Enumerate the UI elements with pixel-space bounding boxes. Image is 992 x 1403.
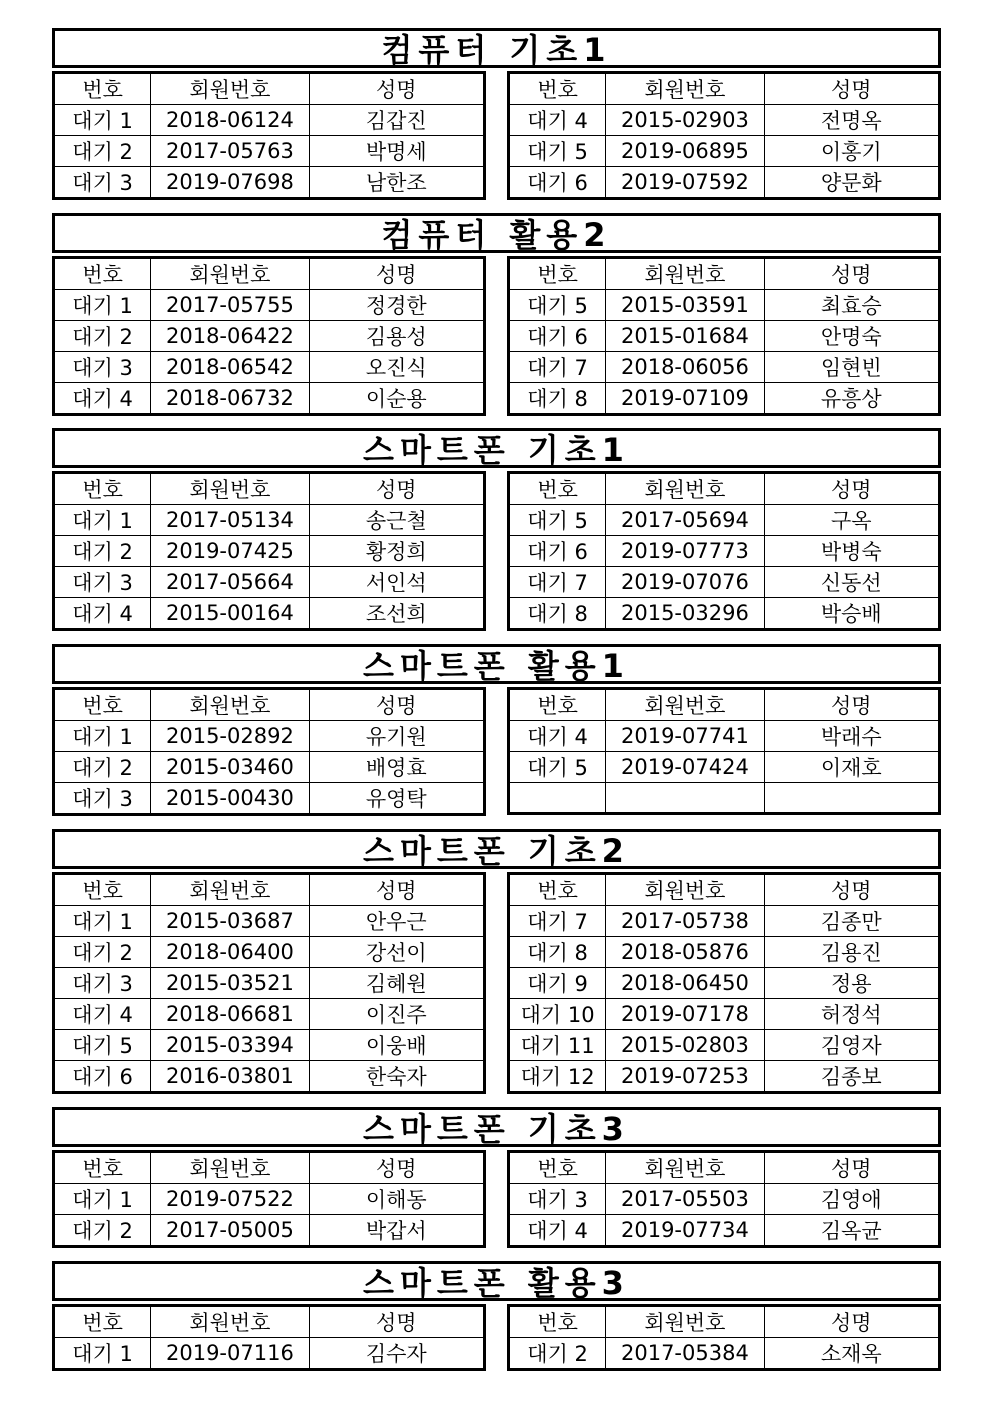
waiting-number: 대기 2 (509, 1338, 606, 1370)
table-row (54, 383, 485, 415)
waiting-number: 대기 2 (54, 937, 151, 968)
member-number: 2019-07592 (606, 167, 764, 199)
member-name: 유기원 (309, 721, 484, 752)
table-row (509, 567, 940, 598)
member-number: 2015-03460 (151, 752, 309, 783)
member-number: 2017-05134 (151, 505, 309, 536)
member-number: 2018-06542 (151, 352, 309, 383)
waiting-number: 대기 5 (509, 136, 606, 167)
table-row (509, 783, 940, 814)
name-header: 성명 (764, 874, 939, 906)
name-header: 성명 (309, 258, 484, 290)
waiting-number: 대기 1 (54, 505, 151, 536)
member-number: 2019-07522 (151, 1184, 309, 1215)
waiting-number: 대기 5 (509, 505, 606, 536)
member-name: 서인석 (309, 567, 484, 598)
waiting-number: 대기 4 (54, 598, 151, 630)
waiting-number: 대기 3 (509, 1184, 606, 1215)
member-number: 2015-03521 (151, 968, 309, 999)
waiting-number: 대기 7 (509, 567, 606, 598)
number-header: 번호 (54, 689, 151, 721)
member-name: 소재옥 (764, 1338, 939, 1370)
left-table (52, 1150, 486, 1248)
waiting-number: 대기 5 (54, 1030, 151, 1061)
waiting-number: 대기 4 (54, 999, 151, 1030)
table-row (509, 290, 940, 321)
member-number-header: 회원번호 (606, 73, 764, 105)
member-number-header: 회원번호 (606, 1152, 764, 1184)
right-table (507, 71, 941, 200)
left-table (52, 471, 486, 631)
waiting-number: 대기 1 (54, 1338, 151, 1370)
name-header: 성명 (764, 1152, 939, 1184)
member-number: 2017-05694 (606, 505, 764, 536)
section-title: 스마트폰 활용3 (52, 1261, 941, 1301)
number-header: 번호 (509, 73, 606, 105)
member-number: 2018-06056 (606, 352, 764, 383)
table-row (509, 999, 940, 1030)
waiting-number: 대기 5 (509, 752, 606, 783)
section-title: 스마트폰 활용1 (52, 644, 941, 684)
member-name (764, 783, 939, 814)
number-header: 번호 (509, 473, 606, 505)
table-row (54, 352, 485, 383)
waiting-number: 대기 6 (54, 1061, 151, 1093)
waiting-number: 대기 8 (509, 598, 606, 630)
table-row (509, 536, 940, 567)
table-row (54, 167, 485, 199)
number-header: 번호 (509, 258, 606, 290)
waiting-number: 대기 8 (509, 383, 606, 415)
waiting-number: 대기 2 (54, 136, 151, 167)
member-number-header: 회원번호 (151, 258, 309, 290)
number-header: 번호 (509, 874, 606, 906)
waiting-number: 대기 1 (54, 906, 151, 937)
header-row (54, 874, 485, 906)
member-number: 2019-07076 (606, 567, 764, 598)
section-title: 스마트폰 기초2 (52, 829, 941, 869)
member-number: 2019-07734 (606, 1215, 764, 1247)
table-row (54, 321, 485, 352)
table-row (54, 567, 485, 598)
header-row (54, 689, 485, 721)
waiting-number: 대기 11 (509, 1030, 606, 1061)
right-table (507, 471, 941, 631)
member-number: 2019-07109 (606, 383, 764, 415)
member-number: 2017-05755 (151, 290, 309, 321)
member-name: 김갑진 (309, 105, 484, 136)
number-header: 번호 (54, 874, 151, 906)
member-number: 2018-06422 (151, 321, 309, 352)
left-table (52, 687, 486, 816)
waiting-number: 대기 12 (509, 1061, 606, 1093)
member-name: 최효승 (764, 290, 939, 321)
member-name: 정용 (764, 968, 939, 999)
member-number-header: 회원번호 (151, 1306, 309, 1338)
member-name: 허정석 (764, 999, 939, 1030)
member-name: 전명옥 (764, 105, 939, 136)
name-header: 성명 (309, 689, 484, 721)
member-name: 조선희 (309, 598, 484, 630)
member-number: 2019-07773 (606, 536, 764, 567)
waiting-number (509, 783, 606, 814)
member-name: 김용진 (764, 937, 939, 968)
member-number: 2019-07253 (606, 1061, 764, 1093)
member-number: 2016-03801 (151, 1061, 309, 1093)
member-number: 2017-05664 (151, 567, 309, 598)
header-row (509, 689, 940, 721)
waiting-number: 대기 4 (509, 721, 606, 752)
waiting-number: 대기 2 (54, 536, 151, 567)
table-row (54, 1215, 485, 1247)
table-row (509, 1061, 940, 1093)
table-row (509, 105, 940, 136)
member-name: 이웅배 (309, 1030, 484, 1061)
member-number: 2018-06732 (151, 383, 309, 415)
table-row (509, 937, 940, 968)
class-section (52, 213, 941, 415)
name-header: 성명 (309, 874, 484, 906)
member-name: 박갑서 (309, 1215, 484, 1247)
table-row (54, 999, 485, 1030)
table-row (54, 937, 485, 968)
class-section (52, 28, 941, 199)
waiting-number: 대기 2 (54, 1215, 151, 1247)
name-header: 성명 (764, 473, 939, 505)
waiting-number: 대기 4 (509, 1215, 606, 1247)
member-name: 이진주 (309, 999, 484, 1030)
member-number-header: 회원번호 (606, 1306, 764, 1338)
header-row (509, 1306, 940, 1338)
member-number-header: 회원번호 (151, 689, 309, 721)
table-row (509, 1215, 940, 1247)
table-row (54, 290, 485, 321)
class-section (52, 644, 941, 815)
member-name: 김옥균 (764, 1215, 939, 1247)
member-number: 2019-07178 (606, 999, 764, 1030)
waiting-number: 대기 7 (509, 352, 606, 383)
member-number: 2018-06450 (606, 968, 764, 999)
header-row (54, 73, 485, 105)
member-name: 이홍기 (764, 136, 939, 167)
class-section (52, 1261, 941, 1370)
member-number: 2015-00430 (151, 783, 309, 815)
member-number: 2015-03296 (606, 598, 764, 630)
table-row (54, 136, 485, 167)
member-name: 이해동 (309, 1184, 484, 1215)
member-number-header: 회원번호 (151, 473, 309, 505)
section-title: 스마트폰 기초1 (52, 428, 941, 468)
member-name: 신동선 (764, 567, 939, 598)
table-row (54, 598, 485, 630)
waiting-number: 대기 1 (54, 721, 151, 752)
member-name: 김용성 (309, 321, 484, 352)
member-number: 2018-06124 (151, 105, 309, 136)
member-number: 2017-05738 (606, 906, 764, 937)
name-header: 성명 (764, 258, 939, 290)
name-header: 성명 (309, 1306, 484, 1338)
table-row (54, 1184, 485, 1215)
waiting-number: 대기 4 (509, 105, 606, 136)
member-number: 2015-03394 (151, 1030, 309, 1061)
member-number: 2017-05763 (151, 136, 309, 167)
table-row (509, 352, 940, 383)
name-header: 성명 (764, 1306, 939, 1338)
member-name: 남한조 (309, 167, 484, 199)
member-number: 2019-07741 (606, 721, 764, 752)
waiting-number: 대기 3 (54, 783, 151, 815)
header-row (509, 874, 940, 906)
waiting-number: 대기 5 (509, 290, 606, 321)
name-header: 성명 (309, 73, 484, 105)
member-number: 2019-06895 (606, 136, 764, 167)
member-name: 유영탁 (309, 783, 484, 815)
member-name: 김영자 (764, 1030, 939, 1061)
right-table (507, 687, 941, 815)
member-number: 2019-07425 (151, 536, 309, 567)
class-section (52, 428, 941, 630)
header-row (509, 473, 940, 505)
member-name: 이재호 (764, 752, 939, 783)
table-row (509, 968, 940, 999)
waiting-number: 대기 3 (54, 352, 151, 383)
member-number (606, 783, 764, 814)
name-header: 성명 (309, 473, 484, 505)
member-name: 박래수 (764, 721, 939, 752)
table-row (54, 105, 485, 136)
member-name: 임현빈 (764, 352, 939, 383)
member-name: 안우근 (309, 906, 484, 937)
waiting-number: 대기 8 (509, 937, 606, 968)
table-row (509, 1030, 940, 1061)
waiting-number: 대기 1 (54, 1184, 151, 1215)
member-number: 2015-02903 (606, 105, 764, 136)
member-name: 김종보 (764, 1061, 939, 1093)
member-name: 오진식 (309, 352, 484, 383)
member-number: 2015-03591 (606, 290, 764, 321)
member-number: 2018-06681 (151, 999, 309, 1030)
waiting-number: 대기 4 (54, 383, 151, 415)
member-number-header: 회원번호 (151, 1152, 309, 1184)
right-table (507, 1304, 941, 1371)
header-row (54, 258, 485, 290)
member-name: 박명세 (309, 136, 484, 167)
table-row (54, 721, 485, 752)
member-name: 유흥상 (764, 383, 939, 415)
member-number: 2015-03687 (151, 906, 309, 937)
member-name: 이순용 (309, 383, 484, 415)
member-name: 정경한 (309, 290, 484, 321)
table-row (509, 721, 940, 752)
member-name: 김수자 (309, 1338, 484, 1370)
member-name: 강선이 (309, 937, 484, 968)
table-row (509, 505, 940, 536)
member-number: 2019-07116 (151, 1338, 309, 1370)
waiting-number: 대기 9 (509, 968, 606, 999)
section-title: 스마트폰 기초3 (52, 1107, 941, 1147)
waiting-number: 대기 2 (54, 321, 151, 352)
table-row (509, 321, 940, 352)
number-header: 번호 (54, 1306, 151, 1338)
waiting-number: 대기 6 (509, 167, 606, 199)
member-number: 2019-07424 (606, 752, 764, 783)
member-number-header: 회원번호 (606, 874, 764, 906)
member-number-header: 회원번호 (151, 874, 309, 906)
waiting-number: 대기 3 (54, 167, 151, 199)
number-header: 번호 (54, 1152, 151, 1184)
waiting-number: 대기 3 (54, 567, 151, 598)
table-row (54, 1338, 485, 1370)
member-name: 김종만 (764, 906, 939, 937)
waiting-number: 대기 3 (54, 968, 151, 999)
member-name: 양문화 (764, 167, 939, 199)
member-number: 2019-07698 (151, 167, 309, 199)
member-name: 황정희 (309, 536, 484, 567)
header-row (54, 473, 485, 505)
table-row (509, 167, 940, 199)
table-row (509, 906, 940, 937)
member-number: 2015-02892 (151, 721, 309, 752)
header-row (509, 73, 940, 105)
right-table (507, 256, 941, 416)
member-number: 2017-05503 (606, 1184, 764, 1215)
class-section (52, 829, 941, 1093)
member-name: 송근철 (309, 505, 484, 536)
number-header: 번호 (509, 689, 606, 721)
member-name: 김영애 (764, 1184, 939, 1215)
class-section (52, 1107, 941, 1247)
waiting-number: 대기 1 (54, 105, 151, 136)
table-row (54, 1061, 485, 1093)
right-table (507, 1150, 941, 1248)
table-row (509, 1338, 940, 1370)
waiting-number: 대기 2 (54, 752, 151, 783)
section-title: 컴퓨터 기초1 (52, 28, 941, 68)
table-row (54, 906, 485, 937)
left-table (52, 872, 486, 1094)
left-table (52, 1304, 486, 1371)
table-row (509, 598, 940, 630)
member-name: 김혜원 (309, 968, 484, 999)
number-header: 번호 (54, 258, 151, 290)
member-name: 안명숙 (764, 321, 939, 352)
table-row (509, 1184, 940, 1215)
header-row (54, 1152, 485, 1184)
name-header: 성명 (764, 689, 939, 721)
member-number: 2015-02803 (606, 1030, 764, 1061)
section-title: 컴퓨터 활용2 (52, 213, 941, 253)
table-row (509, 136, 940, 167)
table-row (509, 383, 940, 415)
name-header: 성명 (764, 73, 939, 105)
member-name: 박병숙 (764, 536, 939, 567)
waiting-number: 대기 6 (509, 321, 606, 352)
waiting-number: 대기 1 (54, 290, 151, 321)
waiting-number: 대기 6 (509, 536, 606, 567)
header-row (54, 1306, 485, 1338)
header-row (509, 258, 940, 290)
number-header: 번호 (509, 1306, 606, 1338)
table-row (54, 968, 485, 999)
member-name: 한숙자 (309, 1061, 484, 1093)
member-number: 2015-01684 (606, 321, 764, 352)
member-number: 2015-00164 (151, 598, 309, 630)
number-header: 번호 (509, 1152, 606, 1184)
member-number-header: 회원번호 (606, 689, 764, 721)
left-table (52, 71, 486, 200)
member-number: 2018-06400 (151, 937, 309, 968)
number-header: 번호 (54, 473, 151, 505)
member-number: 2017-05384 (606, 1338, 764, 1370)
table-row (54, 783, 485, 815)
member-number: 2018-05876 (606, 937, 764, 968)
number-header: 번호 (54, 73, 151, 105)
table-row (54, 536, 485, 567)
member-number-header: 회원번호 (151, 73, 309, 105)
table-row (509, 752, 940, 783)
waiting-number: 대기 10 (509, 999, 606, 1030)
member-name: 박승배 (764, 598, 939, 630)
name-header: 성명 (309, 1152, 484, 1184)
member-name: 구옥 (764, 505, 939, 536)
header-row (509, 1152, 940, 1184)
table-row (54, 505, 485, 536)
waiting-number: 대기 7 (509, 906, 606, 937)
member-number-header: 회원번호 (606, 258, 764, 290)
member-name: 배영효 (309, 752, 484, 783)
table-row (54, 752, 485, 783)
right-table (507, 872, 941, 1094)
member-number: 2017-05005 (151, 1215, 309, 1247)
table-row (54, 1030, 485, 1061)
left-table (52, 256, 486, 416)
member-number-header: 회원번호 (606, 473, 764, 505)
